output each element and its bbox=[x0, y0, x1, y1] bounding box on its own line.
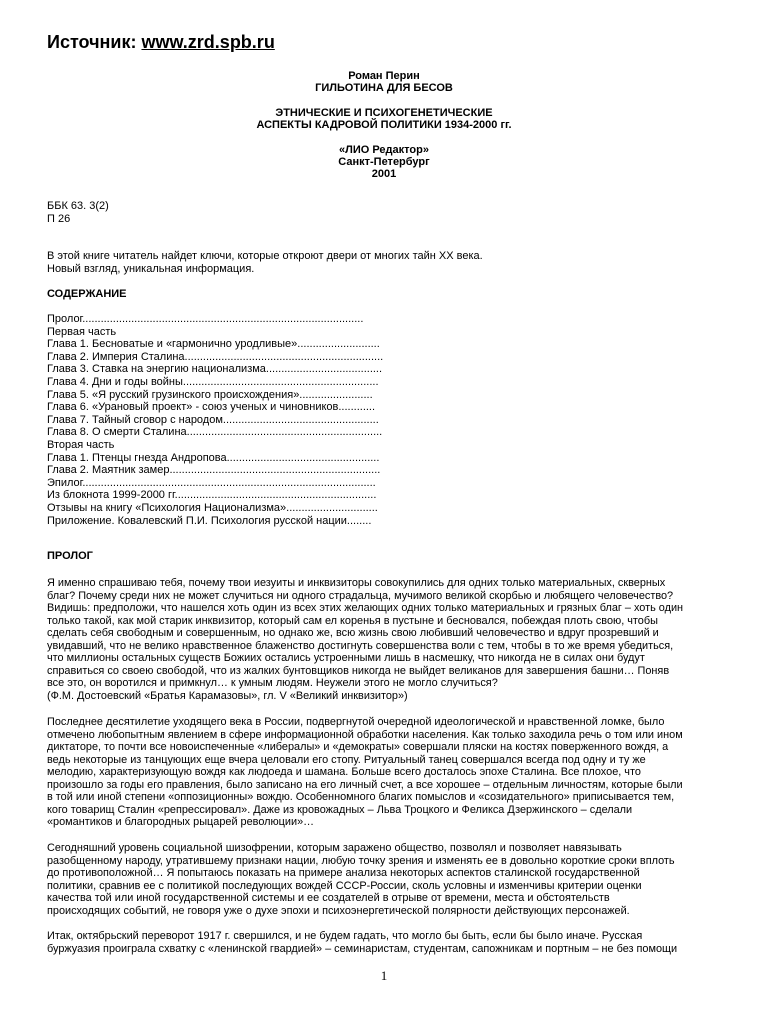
epigraph-line: все это, он воротился и примкнул… к умным людям. Неужели этого не могло случиться? bbox=[47, 677, 498, 689]
toc-item[interactable]: Глава 4. Дни и годы войны................................................................ bbox=[47, 375, 379, 388]
epigraph-citation: (Ф.М. Достоевский «Братья Карамазовы», гл. V «Великий инквизитор») bbox=[47, 689, 408, 702]
toc-item[interactable]: Глава 3. Ставка на энергию национализма...................................... bbox=[47, 363, 383, 376]
table-of-contents bbox=[47, 313, 383, 527]
intro-text bbox=[47, 250, 483, 275]
toc-item[interactable]: Глава 5. «Я русский грузинского происхождения»........................ bbox=[47, 388, 373, 401]
epigraph-line: сделать себя свободным и совершенным, но однако же, всю жизнь свою любивший человечество и вдруг прозревший и bbox=[47, 627, 659, 639]
paragraph-line: в той или иной степени «оппозиционны» вождю. Особенномного благих помыслов и «созидательного» приписывается тем, bbox=[47, 791, 675, 803]
paragraph-line: произошло за годы его правления, было записано на его личный счет, а все хорошее – отдельным личностям, которые были bbox=[47, 778, 683, 791]
toc-item[interactable]: Глава 1. Бесноватые и «гармонично уродливые»........................... bbox=[47, 338, 380, 351]
toc-item[interactable]: Глава 7. Тайный сговор с народом................................................... bbox=[47, 413, 379, 426]
paragraph-line: происходящих событий, не говоря уже о духе эпохи и психоэнергетической полярности действующих персонажей. bbox=[47, 904, 630, 917]
paragraph-line: буржуазия проиграла схватку с «ленинской гвардией» – семинаристам, студентам, сапожникам и портным – не без помощи bbox=[47, 942, 678, 955]
source-label: Источник: bbox=[47, 32, 142, 52]
epigraph-line: благ? Почему среди них не может случиться ни одного страдальца, мучимого великой скорбью и любящего человечество? bbox=[47, 589, 674, 602]
bbk-code: ББК 63. 3(2) bbox=[47, 200, 109, 212]
toc-item[interactable]: Глава 6. «Урановый проект» - союз ученых и чиновников............ bbox=[47, 401, 376, 414]
toc-item[interactable]: Эпилог................................................................................................ bbox=[47, 476, 376, 489]
paragraph-line: отмечено любопытным явлением в сфере информационной обработки населения. Как только заходила речь о том или ином bbox=[47, 728, 683, 741]
toc-item[interactable]: Глава 2. Маятник замер..................................................................... bbox=[47, 464, 381, 477]
author-name: Роман Перин bbox=[348, 70, 420, 82]
toc-item[interactable]: Пролог............................................................................................ bbox=[47, 313, 364, 325]
epigraph-line: Я именно спрашиваю тебя, почему твои иезуиты и инквизиторы совокупились для одних только материальных, скверных bbox=[47, 577, 666, 589]
epigraph bbox=[47, 577, 737, 702]
paragraph-line: Итак, октябрьский переворот 1917 г. свершился, и не будем гадать, что могло бы быть, если бы было иначе. Русская bbox=[47, 930, 643, 942]
epigraph-line: Видишь: предположи, что нашелся хоть один из всех этих желающих одних только материальных и грязных благ – хоть один bbox=[47, 602, 684, 614]
toc-item[interactable]: Из блокнота 1999-2000 гг.................................................................. bbox=[47, 489, 377, 502]
book-title: ГИЛЬОТИНА ДЛЯ БЕСОВ bbox=[315, 82, 453, 94]
epigraph-line: справиться со своею свободой, что из жалких бунтовщиков никогда не выйдет великанов для завершения башни… Поняв bbox=[47, 664, 670, 677]
toc-item[interactable]: Глава 2. Империя Сталина................................................................. bbox=[47, 350, 384, 363]
intro-line: В этой книге читатель найдет ключи, которые откроют двери от многих тайн ХХ века. bbox=[47, 250, 483, 262]
paragraph-line: ведь некоторые из танцующих еще вчера целовали его стопу. Ритуальный танец совершался всегда под одну и ту же bbox=[47, 753, 646, 766]
toc-item[interactable]: Глава 8. О смерти Сталина................................................................ bbox=[47, 426, 383, 439]
paragraph-2 bbox=[47, 842, 737, 917]
publisher-block bbox=[0, 144, 768, 180]
catalog-codes bbox=[47, 200, 109, 225]
epigraph-line: что миллионы остальных существ Божиих остались устроенными лишь в насмешку, что никогда не в силах они будут bbox=[47, 652, 645, 664]
prologue-heading: ПРОЛОГ bbox=[47, 550, 93, 562]
toc-item[interactable]: Приложение. Ковалевский П.И. Психология русской нации........ bbox=[47, 514, 372, 527]
paragraph-line: до противоположной… Я попытаюсь показать на примере анализа некоторых аспектов сталинской государственной bbox=[47, 867, 640, 879]
epigraph-line: увидавший, что не велико нравственное блаженство достигнуть совершенства воли с тем, чтобы в то же время убедиться, bbox=[47, 639, 674, 652]
toc-item[interactable]: Глава 1. Птенцы гнезда Андропова.................................................. bbox=[47, 451, 380, 464]
paragraph-3 bbox=[47, 930, 737, 955]
paragraph-line: «романтиков и благородных рыцарей революции»… bbox=[47, 816, 315, 828]
paragraph-1 bbox=[47, 716, 737, 829]
toc-item[interactable]: Первая часть bbox=[47, 325, 117, 338]
toc-item[interactable]: Отзывы на книгу «Психология Национализма».............................. bbox=[47, 501, 378, 514]
catalog-code: П 26 bbox=[47, 212, 71, 225]
subtitle-line: АСПЕКТЫ КАДРОВОЙ ПОЛИТИКИ 1934-2000 гг. bbox=[256, 119, 512, 131]
book-subtitle bbox=[0, 107, 768, 131]
subtitle-line: ЭТНИЧЕСКИЕ И ПСИХОГЕНЕТИЧЕСКИЕ bbox=[275, 107, 493, 119]
source-line bbox=[47, 32, 275, 53]
paragraph-line: Сегодняшний уровень социальной шизофрении, которым заражено общество, позволял и позволяет навязывать bbox=[47, 842, 622, 854]
intro-line: Новый взгляд, уникальная информация. bbox=[47, 262, 255, 275]
paragraph-line: качества той или иной государственной системы и ее создателей в отрыве от времени, места и обстоятельств bbox=[47, 892, 610, 904]
paragraph-line: Последнее десятилетие уходящего века в России, подвергнутой очередной идеологической и нравственной ломке, было bbox=[47, 716, 665, 728]
paragraph-line: разобщенному народу, утратившему признаки нации, любую точку зрения и изменять ее в довольно короткие сроки вплоть bbox=[47, 854, 675, 867]
publisher-city: Санкт-Петербург bbox=[338, 156, 430, 168]
page-number: 1 bbox=[380, 968, 388, 983]
paragraph-line: мелодию, характеризующую вождя как людоеда и шамана. Больше всего досталось эпохе Сталина. Все плохое, что bbox=[47, 766, 641, 778]
publisher-name: «ЛИО Редактор» bbox=[339, 144, 429, 156]
source-url-link[interactable]: www.zrd.spb.ru bbox=[141, 32, 275, 52]
publication-year: 2001 bbox=[371, 168, 397, 180]
paragraph-line: политики, сравнив ее с политикой последующих вождей СССР-России, сколь условны и изменчивы критерии оценки bbox=[47, 879, 642, 892]
paragraph-line: диктаторе, то почти все новоиспеченные «либералы» и «демократы» совершали пляски на костях поверженного вождя, а bbox=[47, 741, 669, 753]
contents-heading: СОДЕРЖАНИЕ bbox=[47, 288, 127, 300]
epigraph-line: только такой, как мой старик инквизитор, который сам ел коренья в пустыне и бесновался, побеждая плоть свою, чтобы bbox=[47, 614, 658, 627]
paragraph-line: кого товарищ Сталин «репрессировал». Даже из кровожадных – Льва Троцкого и Феликса Дзержинского – сделали bbox=[47, 803, 633, 816]
toc-item[interactable]: Вторая часть bbox=[47, 438, 115, 451]
